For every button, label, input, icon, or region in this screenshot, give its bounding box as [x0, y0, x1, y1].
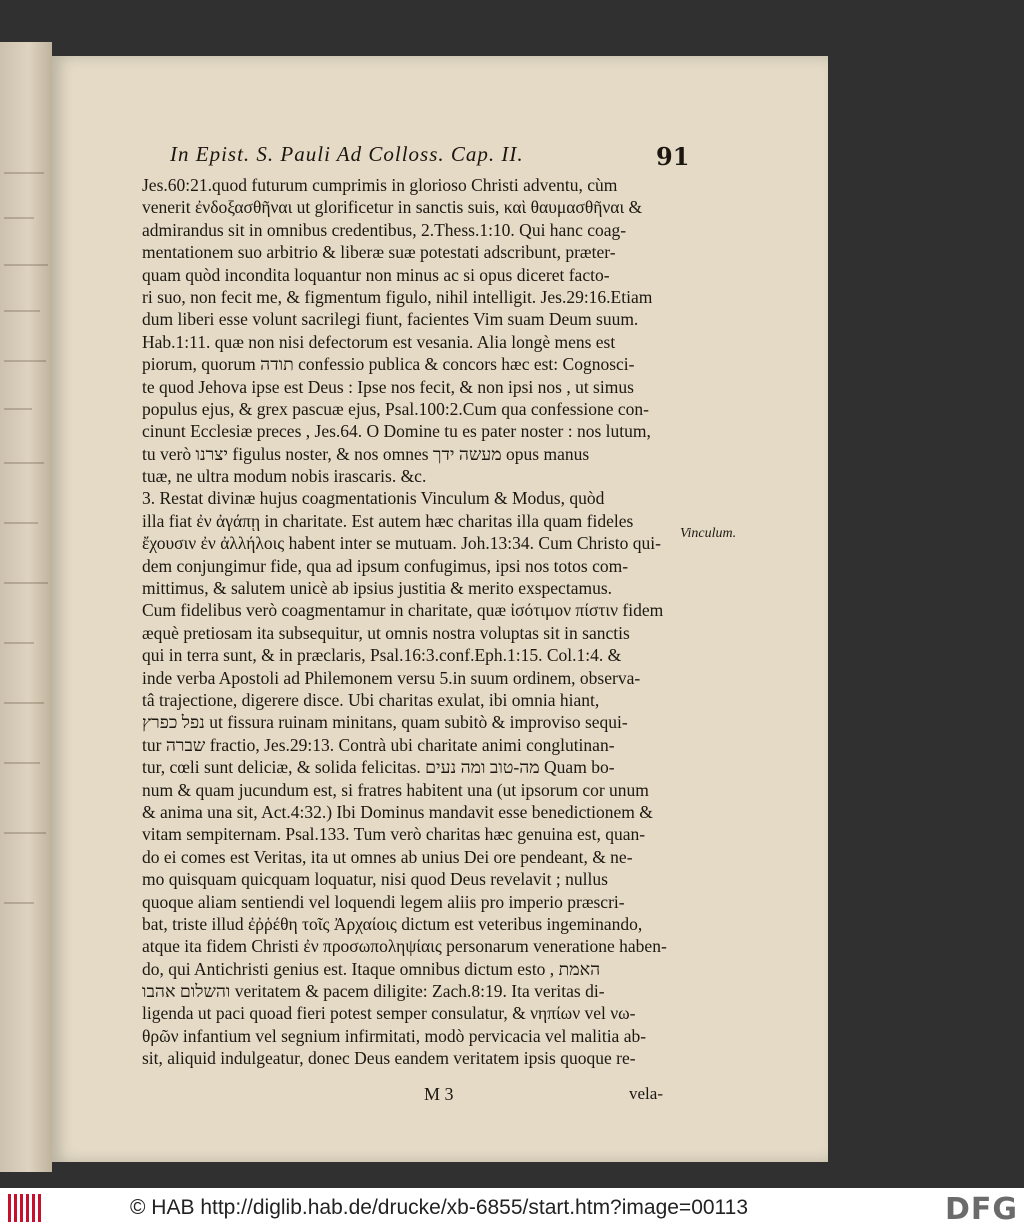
text-line: dum liberi esse volunt sacrilegi fiunt, facientes Vim suam Deum suum.	[142, 309, 639, 330]
text-line: tur שברה fractio, Jes.29:13. Contrà ubi charitate animi conglutinan-	[142, 734, 615, 755]
text-line: populus ejus, & grex pascuæ ejus, Psal.100:2.Cum qua confessione con-	[142, 398, 649, 419]
text-line: tur, cœli sunt deliciæ, & solida felicitas. מה-טוב ומה נעים Quam bo-	[142, 757, 615, 778]
text-line: נפל כפרץ ut fissura ruinam minitans, quam subitò & improviso sequi-	[142, 712, 628, 733]
text-line: והשלום אהבו veritatem & pacem diligite: Zach.8:19. Ita veritas di-	[142, 981, 605, 1002]
text-line: ri suo, non fecit me, & figmentum figulo, nihil intelligit. Jes.29:16.Etiam	[142, 286, 653, 307]
text-line: mo quisquam quicquam loquatur, nisi quod Deus revelavit ; nullus	[142, 869, 608, 890]
text-line: bat, triste illud ἐῤῥέθη τοῖς Ἀρχαίοις dictum est veteribus ingeminando,	[142, 913, 643, 934]
dfg-logo: DFG	[944, 1192, 1018, 1227]
text-line: quoque aliam sentiendi vel loquendi legem aliis pro imperio præscri-	[142, 891, 625, 912]
page-number: 91	[656, 142, 690, 171]
text-line: ἔχουσιν ἐν ἀλλήλοις habent inter se mutuam. Joh.13:34. Cum Christo qui-	[142, 533, 661, 554]
text-line: æquè pretiosam ita subsequitur, ut omnis nostra voluptas sit in sanctis	[142, 622, 630, 643]
margin-note: Vinculum.	[680, 526, 737, 541]
text-line: mentationem suo arbitrio & liberæ suæ potestati adscribunt, præter-	[142, 242, 616, 263]
text-line: num & quam jucundum est, si fratres habitent una (ut ipsorum cor unum	[142, 779, 649, 800]
text-line: Jes.60:21.quod futurum cumprimis in glorioso Christi adventu, cùm	[142, 175, 618, 195]
text-line: do ei comes est Veritas, ita ut omnes ab unius Dei ore pendeant, & ne-	[142, 846, 633, 867]
text-line: tuæ, ne ultra modum nobis irascaris. &c.	[142, 466, 427, 487]
text-line: tâ trajectione, digerere disce. Ubi charitas exulat, ibi omnia hiant,	[142, 689, 600, 710]
text-line: venerit ἐνδοξασθῆναι ut glorificetur in sanctis suis, καὶ θαυμασθῆναι &	[142, 197, 643, 218]
text-line: sit, aliquid indulgeatur, donec Deus eandem veritatem ipsis quoque re-	[142, 1048, 636, 1069]
text-line: atque ita fidem Christi ἐν προσωποληψίαις personarum veneratione haben-	[142, 936, 667, 957]
text-line: θρῶν infantium vel segnium infirmitati, modò pervicacia vel malitia ab-	[142, 1025, 647, 1046]
text-line: inde verba Apostoli ad Philemonem versu 5.in suum ordinem, observa-	[142, 667, 641, 688]
text-line: Hab.1:11. quæ non nisi defectorum est vesania. Alia longè mens est	[142, 331, 616, 352]
catchword: vela-	[629, 1084, 663, 1103]
text-line: piorum, quorum תודה confessio publica & concors hæc est: Cognosci-	[142, 354, 635, 375]
text-line: illa fiat ἐν ἀγάπῃ in charitate. Est autem hæc charitas illa quam fideles	[142, 510, 634, 531]
source-link[interactable]: © HAB http://diglib.hab.de/drucke/xb-6855/start.htm?image=00113	[130, 1196, 749, 1219]
text-line: tu verò יצרנו figulus noster, & nos omnes מעשה ידך opus manus	[142, 443, 590, 464]
text-line: dem conjungimur fide, qua ad ipsum confugimus, ipsi nos totos com-	[142, 555, 629, 576]
hab-logo-icon	[6, 1192, 46, 1224]
text-line: ligenda ut paci quoad fieri potest semper consulatur, & νηπίων vel νω-	[142, 1003, 636, 1024]
page-body	[142, 174, 678, 1070]
text-line: do, qui Antichristi genius est. Itaque omnibus dictum esto , האמת	[142, 958, 601, 979]
text-line: admirandus sit in omnibus credentibus, 2.Thess.1:10. Qui hanc coag-	[142, 219, 627, 240]
book-page	[52, 56, 828, 1162]
text-line: Cum fidelibus verò coagmentamur in charitate, quæ ἰσότιμον πίστιν fidem	[142, 600, 664, 621]
previous-page-edge	[0, 42, 52, 1172]
text-line: mittimus, & salutem unicè ab ipsius justitia & merito exspectamus.	[142, 578, 613, 599]
text-line: quam quòd incondita loquantur non minus ac si opus diceret facto-	[142, 264, 610, 285]
footer-bar	[0, 1188, 1024, 1228]
text-line: qui in terra sunt, & in præclaris, Psal.16:3.conf.Eph.1:15. Col.1:4. &	[142, 645, 622, 666]
signature-mark: M 3	[424, 1084, 454, 1104]
text-line: te quod Jehova ipse est Deus : Ipse nos fecit, & non ipsi nos , ut simus	[142, 376, 634, 397]
text-line: cinunt Ecclesiæ preces , Jes.64. O Domine tu es pater noster : nos lutum,	[142, 421, 651, 442]
text-line: 3. Restat divinæ hujus coagmentationis Vinculum & Modus, quòd	[142, 488, 605, 509]
running-header: In Epist. S. Pauli Ad Colloss. Cap. II.	[170, 142, 524, 166]
text-line: & anima una sit, Act.4:32.) Ibi Dominus mandavit esse benedictionem &	[142, 801, 653, 822]
text-line: vitam sempiternam. Psal.133. Tum verò charitas hæc genuina est, quan-	[142, 824, 646, 845]
